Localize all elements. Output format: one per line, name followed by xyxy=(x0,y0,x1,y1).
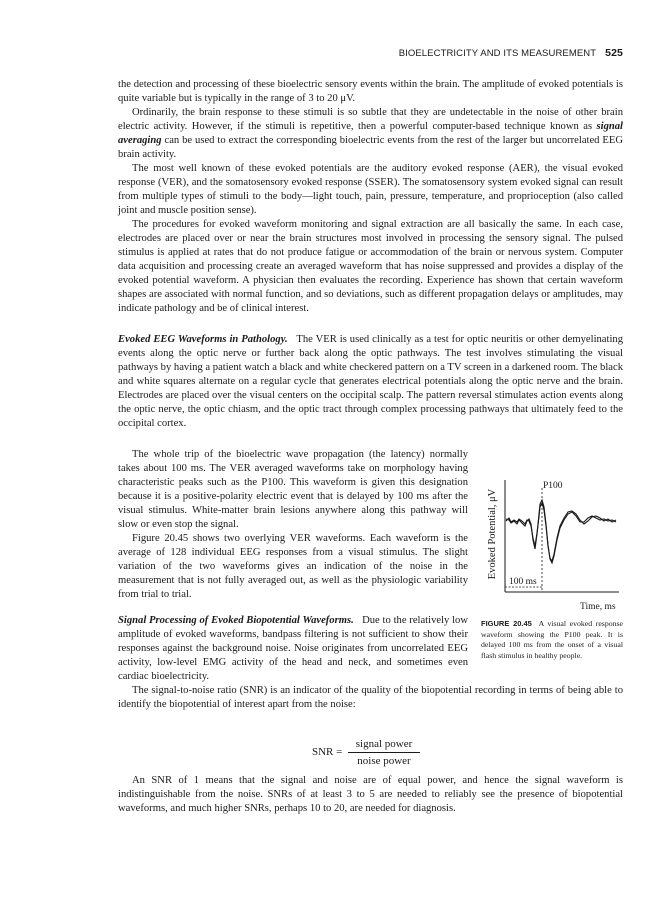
paragraph: The most well known of these evoked potentials are the auditory evoked response (AER), the visual evoked response (VER), and the somatosensory evoked response (SSER). The somatosensory system evoked signal can result from multiple types of stimuli to the body—light touch, pain, pressure, temperature, and proprioception (also called joint and muscle position sense). xyxy=(118,163,623,216)
caption-text: A visual evoked response waveform showing the P100 peak. It is delayed 100 ms from the onset of a visual flash stimulus in healthy people. xyxy=(481,619,624,660)
paragraph: An SNR of 1 means that the signal and noise are of equal power, and hence the signal waveform is indistinguishable from the noise. SNRs of at least 3 to 5 are needed to reliably see the presence of biopotential waveforms, and much higher SNRs, perhaps 10 to 20, are needed for diagnosis. xyxy=(118,775,623,814)
section-evoked-potentials xyxy=(118,78,623,316)
delay-label: 100 ms xyxy=(509,577,537,587)
paragraph: Ordinarily, the brain response to these stimuli is so subtle that they are undetectable in the noise of other brain electric activity. However, if the stimuli is repetitive, then a powerful computer-based technique known as signal averaging can be used to extract the corresponding bioelectric events from the rest of the larger but uncorrelated EEG brain activity. xyxy=(118,107,623,160)
equation-lhs: SNR = xyxy=(312,746,343,758)
term-signal-averaging: signal averaging xyxy=(118,121,623,146)
paragraph: The whole trip of the bioelectric wave propagation (the latency) normally takes about 100 ms. The VER averaged waveforms take on morphology having characteristic peaks such as the P100. This waveform is given this designation because it is a positive-polarity electric event that is delayed by 100 ms after the visual stimulus. White-matter brain lesions anywhere along this pathway will slow or even stop the signal. xyxy=(118,449,468,530)
page-number: 525 xyxy=(605,47,623,59)
paragraph: the detection and processing of these bioelectric sensory events within the brain. The amplitude of evoked potentials is quite variable but is typically in the range of 3 to 20 μV. xyxy=(118,79,623,104)
ver-trace-2 xyxy=(506,503,616,561)
x-axis-label: Time, ms xyxy=(580,602,616,612)
running-header xyxy=(118,47,623,61)
run-in-heading: Evoked EEG Waveforms in Pathology. xyxy=(118,334,288,345)
p100-label: P100 xyxy=(543,481,563,491)
section-signal-processing xyxy=(118,614,468,684)
equation-numerator: signal power xyxy=(348,737,420,753)
y-axis-label: Evoked Potential, μV xyxy=(487,488,498,580)
section-evoked-eeg xyxy=(118,333,623,431)
equation-denominator: noise power xyxy=(357,755,411,767)
section-snr xyxy=(118,684,623,712)
running-title: BIOELECTRICITY AND ITS MEASUREMENT xyxy=(398,48,597,59)
snr-equation xyxy=(312,737,442,767)
equation-fraction xyxy=(348,737,420,768)
ver-trace-1 xyxy=(506,500,616,563)
paragraph: Signal Processing of Evoked Biopotential Waveforms. Due to the relatively low amplitude of evoked waveforms, bandpass filtering is not sufficient to show their responses against the background noise. Noise originates from uncorrelated EEG activity, low-level EMG activity of the head and neck, and sometimes even cardiac bioelectricity. xyxy=(118,615,468,682)
paragraph: The signal-to-noise ratio (SNR) is an indicator of the quality of the biopotential recording in terms of being able to identify the biopotential of interest apart from the noise: xyxy=(118,685,623,710)
section-snr-interpretation xyxy=(118,774,623,816)
run-in-heading: Signal Processing of Evoked Biopotential Waveforms. xyxy=(118,615,354,626)
paragraph: Evoked EEG Waveforms in Pathology. The VER is used clinically as a test for optic neuritis or other demyelinating events along the optic nerve or further back along the optic pathways. The test involves stimulating the visual pathways by having a patient watch a black and white checkered pattern on a TV screen in a darkened room. The black and white squares alternate on a regular cycle that generates electrical potentials along the optic nerve and the brain. Electrodes are placed over the visual centers on the occipital scalp. The pattern reversal stimulates action events along the optic nerve, the optic chiasm, and the optic tract through complex processing pathways that ultimately feed to the occipital cortex. xyxy=(118,334,623,429)
paragraph: Figure 20.45 shows two overlying VER waveforms. Each waveform is the average of 128 individual EEG responses from a visual stimulus. The slight variation of the two waveforms gives an indication of the noise in the measurement that is not fully averaged out, as well as the physiologic variability from trial to trial. xyxy=(118,533,468,600)
paragraph: The procedures for evoked waveform monitoring and signal extraction are all basically the same. In each case, electrodes are placed over or near the brain structures most involved in processing the sensory signal. The pulsed stimulus is applied at rates that do not produce fatigue or accommodation of the brain or nervous system. Computer data acquisition and processing create an averaged waveform that has noise suppressed and provides a display of the evoked potential waveform. A physician then evaluates the recording. Experience has shown that certain waveform shapes are associated with normal function, and so deviations, such as different propagation delays or amplitudes, may indicate pathology and be of clinical interest. xyxy=(118,219,623,314)
section-ver-latency xyxy=(118,448,468,602)
figure-caption xyxy=(481,619,623,661)
figure-label: FIGURE 20.45 xyxy=(481,619,532,628)
